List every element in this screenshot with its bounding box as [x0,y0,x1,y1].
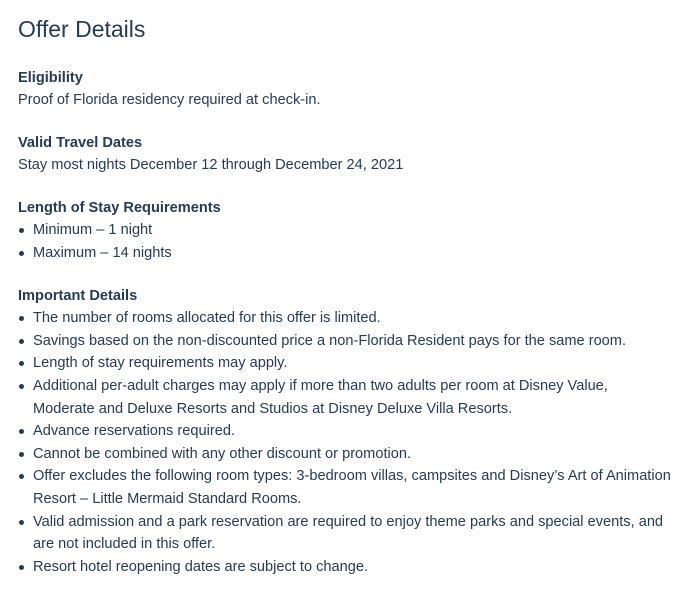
list-item [18,465,672,510]
bullet-icon [19,384,24,389]
list-item [18,242,672,265]
list-item [18,511,672,556]
eligibility-section [18,67,672,111]
important-details-section [18,285,672,578]
bullet-icon [19,520,24,525]
list-item-text: Valid admission and a park reservation are required to enjoy theme parks and special events, and are not included in this offer. [33,513,664,553]
important-details-list [18,307,672,578]
list-item [18,556,672,579]
travel-dates-text: Stay most nights December 12 through December 24, 2021 [18,157,404,173]
list-item [18,307,672,330]
length-of-stay-heading: Length of Stay Requirements [18,200,221,216]
bullet-icon [19,452,24,457]
length-of-stay-section [18,197,672,264]
travel-dates-heading: Valid Travel Dates [18,135,143,151]
eligibility-text: Proof of Florida residency required at check-in. [18,92,321,108]
list-item-text: Offer excludes the following room types: 3-bedroom villas, campsites and Disney’s Art of Animation Resort – Little Mermaid Standard Rooms. [33,468,671,507]
list-item-text: Advance reservations required. [33,423,235,440]
list-item-text: Minimum – 1 night [33,222,153,238]
list-item [18,443,672,466]
list-item-text: Savings based on the non-discounted price a non-Florida Resident pays for the same room. [33,332,627,349]
list-item [18,352,672,375]
bullet-icon [19,565,24,570]
list-item [18,420,672,443]
list-item-text: The number of rooms allocated for this offer is limited. [33,310,381,327]
page-title: Offer Details [18,16,146,42]
list-item-text: Additional per-adult charges may apply if more than two adults per room at Disney Value, Moderate and Deluxe Resorts and Studios at Disney Deluxe Villa Resorts. [33,377,608,417]
eligibility-heading: Eligibility [18,70,83,86]
length-of-stay-list [18,219,672,264]
bullet-icon [19,251,24,256]
list-item-text: Resort hotel reopening dates are subject to change. [33,558,369,575]
bullet-icon [19,316,24,321]
list-item-text: Maximum – 14 nights [33,244,172,261]
bullet-icon [19,228,24,233]
list-item [18,375,672,420]
list-item-text: Length of stay requirements may apply. [33,355,288,372]
bullet-icon [19,429,24,434]
bullet-icon [19,474,24,479]
list-item [18,219,672,242]
bullet-icon [19,361,24,366]
list-item-text: Cannot be combined with any other discount or promotion. [33,445,412,462]
travel-dates-section [18,132,672,176]
bullet-icon [19,339,24,344]
list-item [18,330,672,353]
important-details-heading: Important Details [18,288,138,305]
